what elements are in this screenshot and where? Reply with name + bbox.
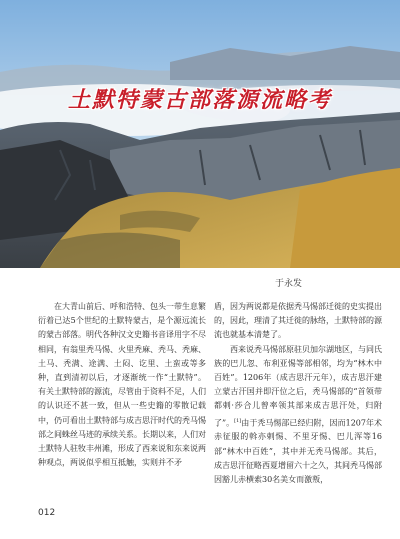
paragraph-text: 西来说秃马惕部原驻贝加尔湖地区，与同氏族的巴儿忽、布利亚惕等部相邻，均为“林木中百姓”。1206年（成吉思汗元年），成吉思汗建立蒙古汗国并即汗位之后，秃马惕部的“首领带都剌·莎合儿曾率领其部来成吉思汗处，归附了”。	[214, 344, 382, 428]
text-column-left	[38, 300, 206, 470]
paragraph: 盾，因为两说都是依据秃马惕部迁徙的史实提出的，因此，理清了其迁徙的脉络，土默特部的源流也就基本清楚了。	[214, 302, 382, 340]
article-title: 土默特蒙古部落源流略考	[67, 88, 332, 113]
paragraph-text: 由于秃马惕部已经归附，因而1207年术赤征服的斡亦剌惕、不里牙惕、巴儿浑等16部“林木中百姓”，其中并无秃马惕部。其后，成吉思汗征略西夏增留六十之久，其间秃马惕部因豁儿赤横索30名美女而激叛，	[214, 418, 383, 485]
footnote-marker: [1]	[234, 417, 242, 424]
paragraph: 在大青山前后、呼和浩特、包头一带生息繁衍着已达5个世纪的土默特蒙古，是个源远流长的蒙古部落。明代各种汉文史籍书音译用字不尽相同，有翁里秃马惕、火里秃麻、秃马、秃麻、土马、秃满、途满、土闷、讫里、土蛮或等多种，直到清初以后，才逐渐统一作“土默特”。有关土默特部的源流，尽管由于资料不足，人们的认识还不甚一致，但从一些史籍的零散记载中，仍可看出土默特部与成吉思汗时代的秃马惕部之间蛛丝马迹的承续关系。长期以来，人们对土默特人驻牧丰州滩，形成了西来说和东来说两种观点，两说似乎相互抵触，实则并不矛	[38, 302, 206, 468]
text-column-right	[214, 300, 382, 487]
paragraph	[214, 343, 382, 488]
header-landscape-photo	[0, 0, 400, 268]
article-author: 于永发	[274, 279, 302, 289]
page-number: 012	[38, 508, 56, 518]
